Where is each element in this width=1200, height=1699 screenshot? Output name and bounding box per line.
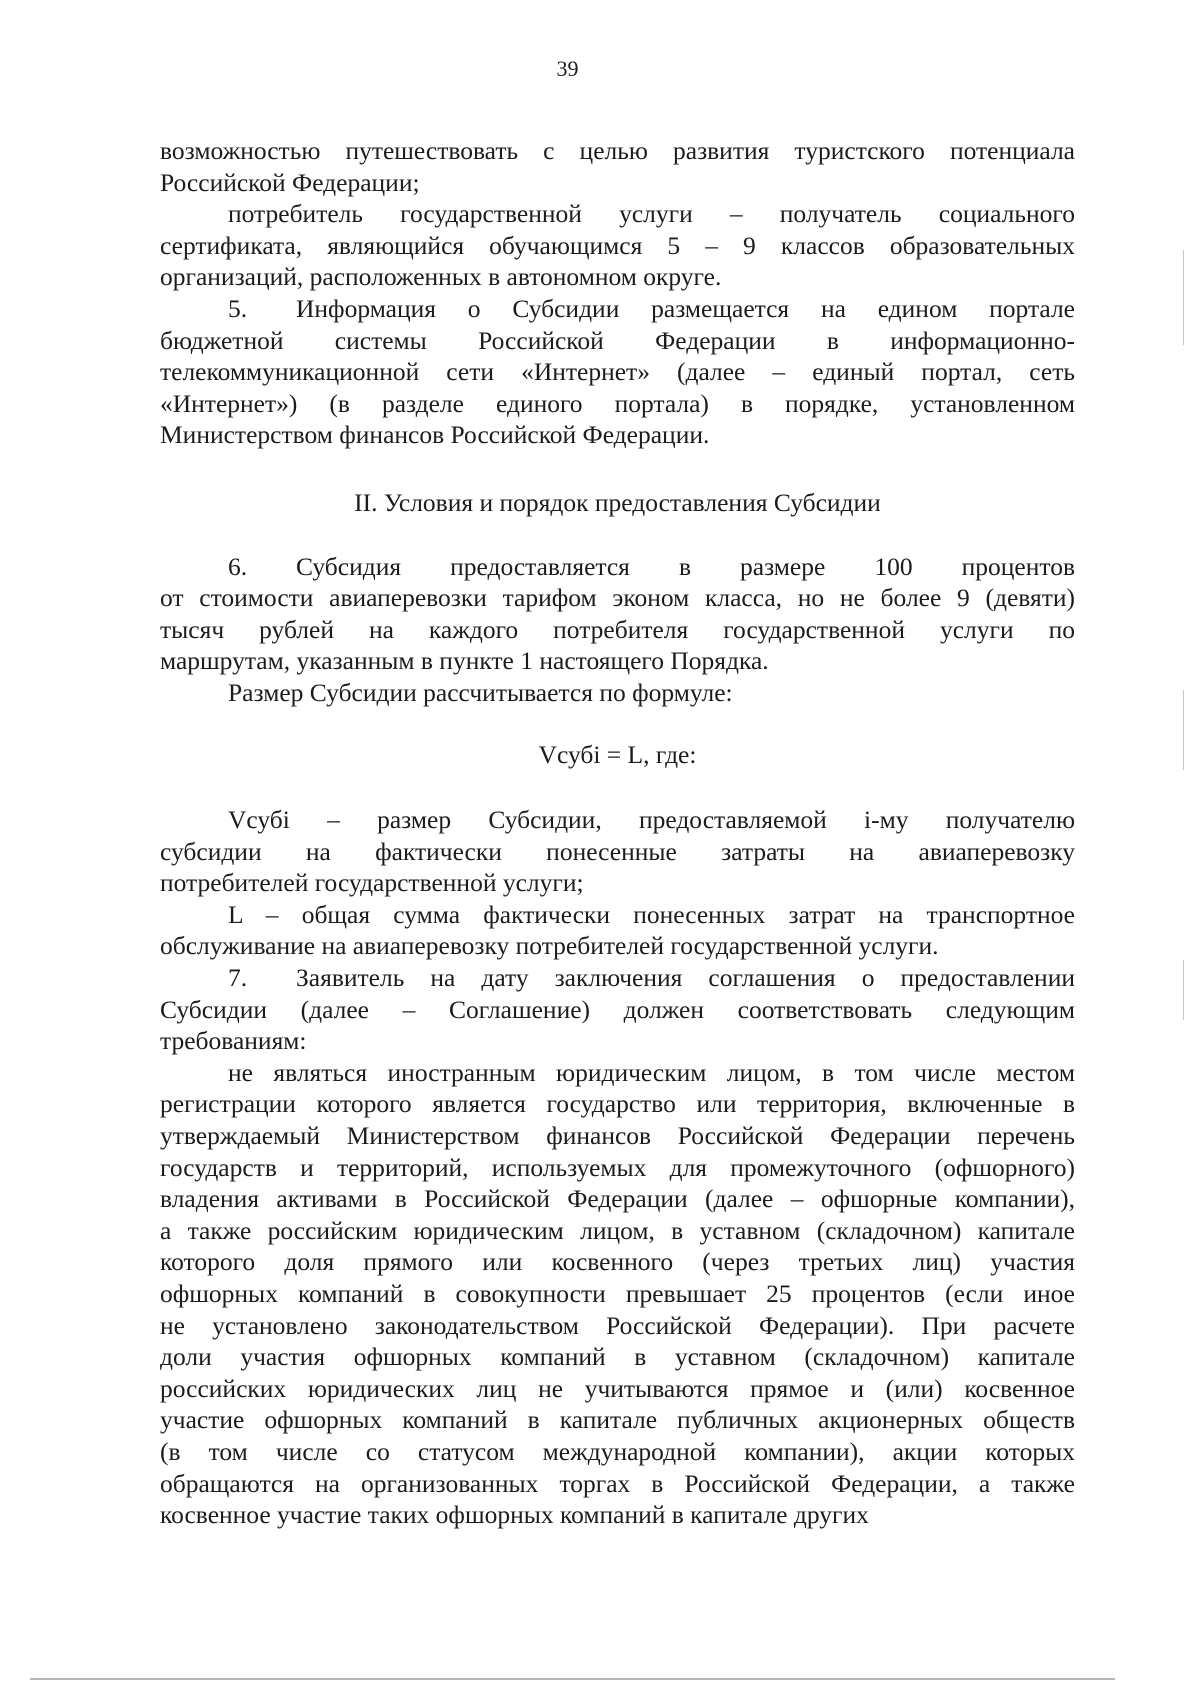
- text-line: [160, 677, 1075, 709]
- text-line: [160, 645, 1075, 677]
- line-text: владения активами в Российской Федерации (далее – офшорные компании),: [160, 1184, 1075, 1214]
- text-line: [160, 388, 1075, 420]
- section-conditions: [160, 551, 1075, 709]
- line-text: российских юридических лиц не учитываются прямое и (или) косвенное: [160, 1373, 1075, 1403]
- line-text: от стоимости авиаперевозки тарифом эконом класса, но не более 9 (девяти): [160, 583, 1075, 613]
- text-line: [160, 356, 1075, 388]
- line-text: обслуживание на авиаперевозку потребителей государственной услуги.: [160, 931, 939, 961]
- line-text: косвенное участие таких офшорных компаний в капитале других: [160, 1500, 869, 1530]
- line-text: телекоммуникационной сети «Интернет» (далее – единый портал, сеть: [160, 357, 1075, 387]
- text-line: [160, 1404, 1075, 1436]
- line-text: L – общая сумма фактически понесенных затрат на транспортное: [228, 899, 1075, 929]
- text-line: [160, 325, 1075, 357]
- page-number: 39: [556, 56, 579, 81]
- line-text: «Интернет») (в разделе единого портала) в порядке, установленном: [160, 388, 1075, 418]
- text-line: [160, 994, 1075, 1026]
- line-text: организаций, расположенных в автономном округе.: [160, 262, 722, 292]
- text-line: [160, 614, 1075, 646]
- text-line: [160, 1057, 1075, 1089]
- line-text: Министерством финансов Российской Федерации.: [160, 420, 710, 450]
- text-line: [160, 804, 1075, 836]
- line-text: требованиям:: [160, 1026, 307, 1056]
- text-line: [160, 1152, 1075, 1184]
- line-text: не установлено законодательством Российской Федерации). При расчете: [160, 1310, 1075, 1340]
- line-text: субсидии на фактически понесенные затраты на авиаперевозку: [160, 836, 1075, 866]
- text-line: [160, 899, 1075, 931]
- scan-edge-line: [30, 1678, 1115, 1680]
- text-line: [160, 930, 1075, 962]
- text-line: [160, 1025, 1075, 1057]
- text-line: [160, 1468, 1075, 1500]
- line-text: Размер Субсидии рассчитывается по формуле:: [228, 677, 733, 707]
- text-line: [160, 582, 1075, 614]
- text-line: [160, 867, 1075, 899]
- line-text: (в том числе со статусом международной компании), акции которых: [160, 1436, 1075, 1466]
- text-line: [160, 1278, 1075, 1310]
- text-line: [160, 1088, 1075, 1120]
- line-text: офшорных компаний в совокупности превышает 25 процентов (если иное: [160, 1279, 1075, 1308]
- text-line: [160, 1341, 1075, 1373]
- text-line: [160, 419, 1075, 451]
- paragraph-number: 7.: [228, 963, 248, 993]
- document-body: [160, 135, 1075, 1531]
- text-line: [160, 261, 1075, 293]
- line-text: Субсидия предоставляется в размере 100 процентов: [296, 551, 1075, 581]
- line-text: Vсубi – размер Субсидии, предоставляемой i-му получателю: [228, 805, 1075, 835]
- line-text: тысяч рублей на каждого потребителя государственной услуги по: [160, 614, 1075, 644]
- line-text: маршрутам, указанным в пункте 1 настоящего Порядка.: [160, 646, 769, 676]
- text-line: [160, 1215, 1075, 1247]
- line-text: Субсидии (далее – Соглашение) должен соответствовать следующим: [160, 994, 1075, 1024]
- text-line: [160, 135, 1075, 167]
- line-text: потребителей государственной услуги;: [160, 868, 584, 898]
- paragraph-number: 6.: [228, 551, 248, 581]
- scan-margin-mark: [1183, 250, 1184, 345]
- line-text: участие офшорных компаний в капитале публичных акционерных обществ: [160, 1405, 1075, 1435]
- text-line: [160, 551, 1075, 583]
- line-text: доли участия офшорных компаний в уставном (складочном) капитале: [160, 1342, 1075, 1372]
- text-line: [160, 836, 1075, 868]
- line-text: обращаются на организованных торгах в Российской Федерации, а также: [160, 1468, 1075, 1498]
- text-line: [160, 1373, 1075, 1405]
- line-text: бюджетной системы Российской Федерации в информационно-: [160, 325, 1075, 355]
- text-line: [160, 198, 1075, 230]
- formula: Vсубi = L, где:: [538, 739, 697, 769]
- text-line: [160, 1120, 1075, 1152]
- scan-margin-mark: [1183, 690, 1184, 770]
- line-text: Информация о Субсидии размещается на едином портале: [296, 293, 1075, 323]
- line-text: государств и территорий, используемых для промежуточного (офшорного): [160, 1152, 1075, 1182]
- line-text: которого доля прямого или косвенного (через третьих лиц) участия: [160, 1247, 1075, 1277]
- text-line: [160, 230, 1075, 262]
- line-text: не являться иностранным юридическим лицом, в том числе местом: [228, 1057, 1075, 1087]
- line-text: утверждаемый Министерством финансов Российской Федерации перечень: [160, 1121, 1075, 1151]
- text-line: [160, 293, 1075, 325]
- section-intro: [160, 135, 1075, 451]
- line-text: Российской Федерации;: [160, 167, 420, 197]
- line-text: а также российским юридическим лицом, в уставном (складочном) капитале: [160, 1215, 1075, 1245]
- line-text: возможностью путешествовать с целью развития туристского потенциала: [160, 136, 1075, 165]
- scan-margin-mark: [1183, 960, 1184, 1020]
- section-requirements: [160, 804, 1075, 1531]
- line-text: потребитель государственной услуги – получатель социального: [228, 199, 1075, 229]
- paragraph-number: 5.: [228, 293, 248, 323]
- text-line: [160, 962, 1075, 994]
- text-line: [160, 1499, 1075, 1531]
- line-text: сертификата, являющийся обучающимся 5 – 9 классов образовательных: [160, 230, 1075, 260]
- text-line: [160, 1310, 1075, 1342]
- section-heading: II. Условия и порядок предоставления Субсидии: [354, 487, 881, 517]
- text-line: [160, 1436, 1075, 1468]
- text-line: [160, 1246, 1075, 1278]
- text-line: [160, 1183, 1075, 1215]
- text-line: [160, 167, 1075, 199]
- line-text: Заявитель на дату заключения соглашения о предоставлении: [296, 963, 1075, 993]
- line-text: регистрации которого является государство или территория, включенные в: [160, 1089, 1075, 1119]
